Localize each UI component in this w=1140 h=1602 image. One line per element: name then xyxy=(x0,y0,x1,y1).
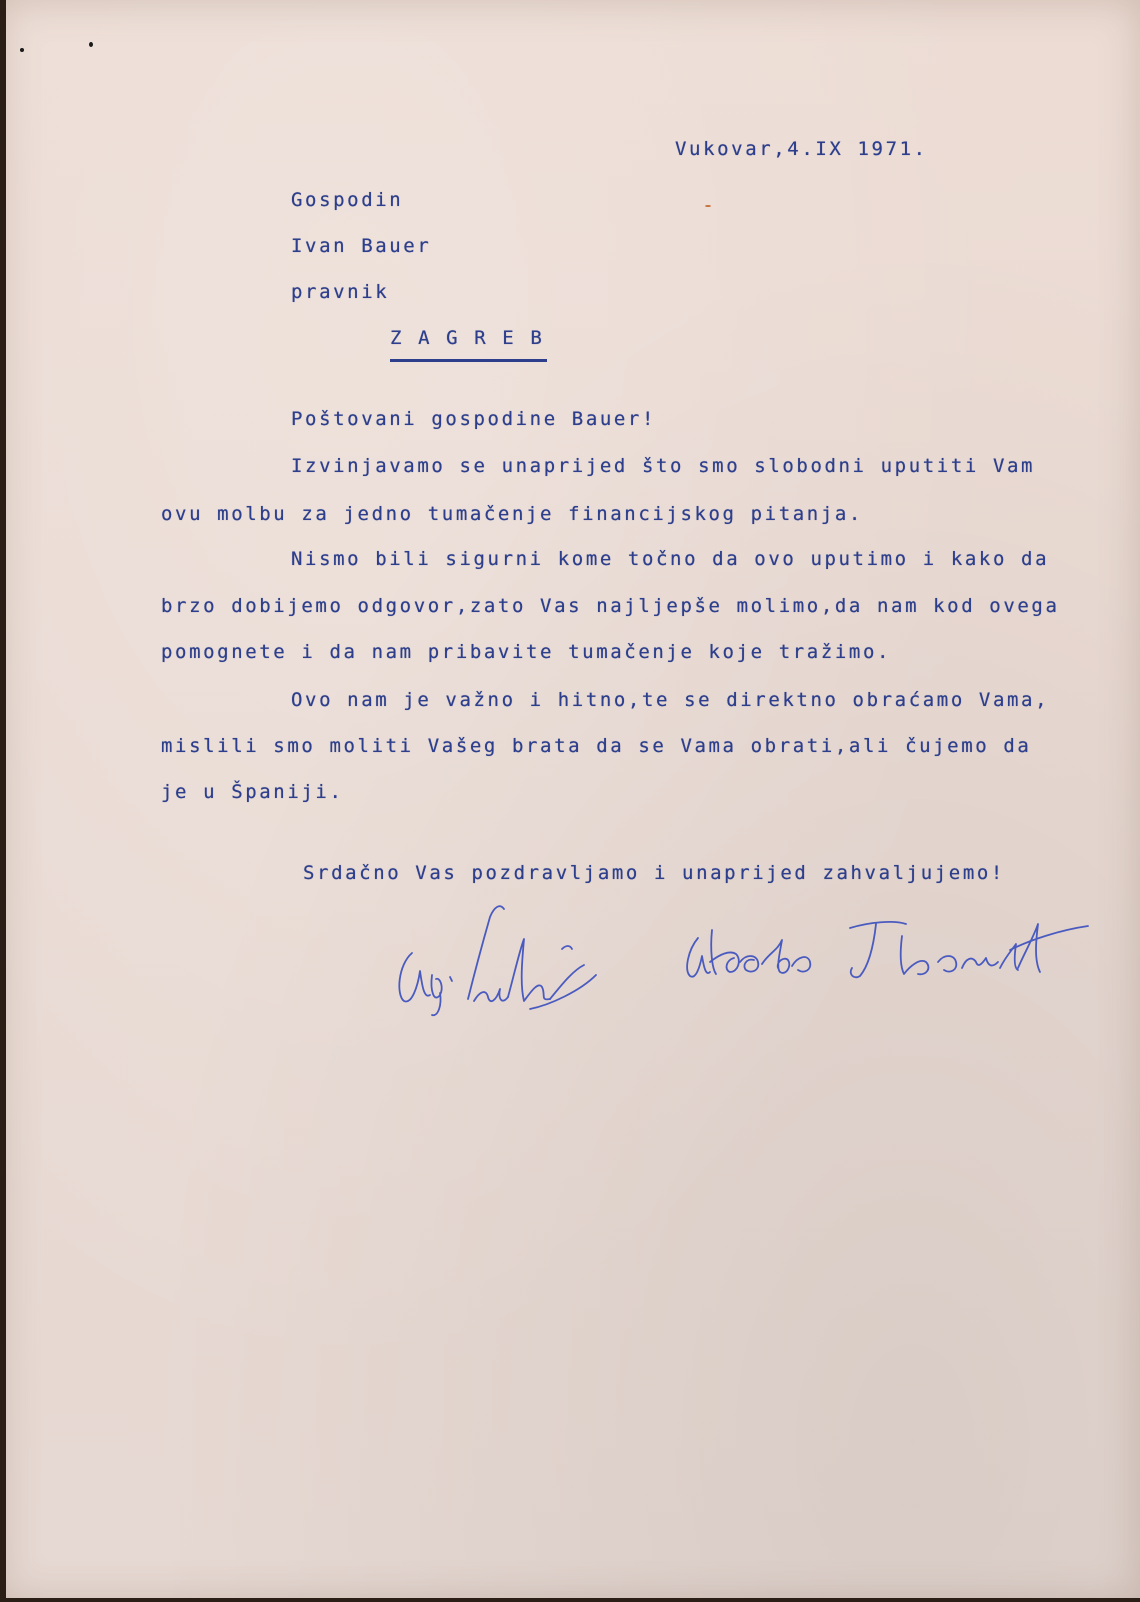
signature-2 xyxy=(680,910,1100,1000)
city-underline xyxy=(390,359,547,362)
signature-1 xyxy=(390,905,620,1025)
page-edge-left xyxy=(0,0,6,1602)
greeting: Poštovani gospodine Bauer! xyxy=(291,408,657,430)
closing-line: Srdačno Vas pozdravljamo i unaprijed zahvaljujemo! xyxy=(303,862,1005,884)
body-line: ovu molbu za jedno tumačenje financijskog pitanja. xyxy=(161,503,863,525)
ink-speck xyxy=(89,42,93,47)
body-line: Nismo bili sigurni kome točno da ovo uputimo i kako da xyxy=(291,548,1050,570)
body-line: pomognete i da nam pribavite tumačenje koje tražimo. xyxy=(161,641,892,663)
body-line: Ovo nam je važno i hitno,te se direktno obraćamo Vama, xyxy=(291,689,1050,711)
recipient-city: Z A G R E B xyxy=(390,327,545,349)
date-line: Vukovar,4.IX 1971. xyxy=(675,138,928,160)
recipient-name: Ivan Bauer xyxy=(291,235,432,257)
recipient-title: Gospodin xyxy=(291,189,404,211)
recipient-profession: pravnik xyxy=(291,281,390,303)
body-line: mislili smo moliti Vašeg brata da se Vama obrati,ali čujemo da xyxy=(161,735,1032,757)
ink-speck xyxy=(705,205,711,207)
body-line: Izvinjavamo se unaprijed što smo slobodni uputiti Vam xyxy=(291,455,1036,477)
body-line: je u Španiji. xyxy=(161,781,344,803)
page-edge-bottom xyxy=(0,1598,1140,1602)
body-line: brzo dobijemo odgovor,zato Vas najljepše molimo,da nam kod ovega xyxy=(161,595,1060,617)
ink-speck xyxy=(20,48,24,52)
